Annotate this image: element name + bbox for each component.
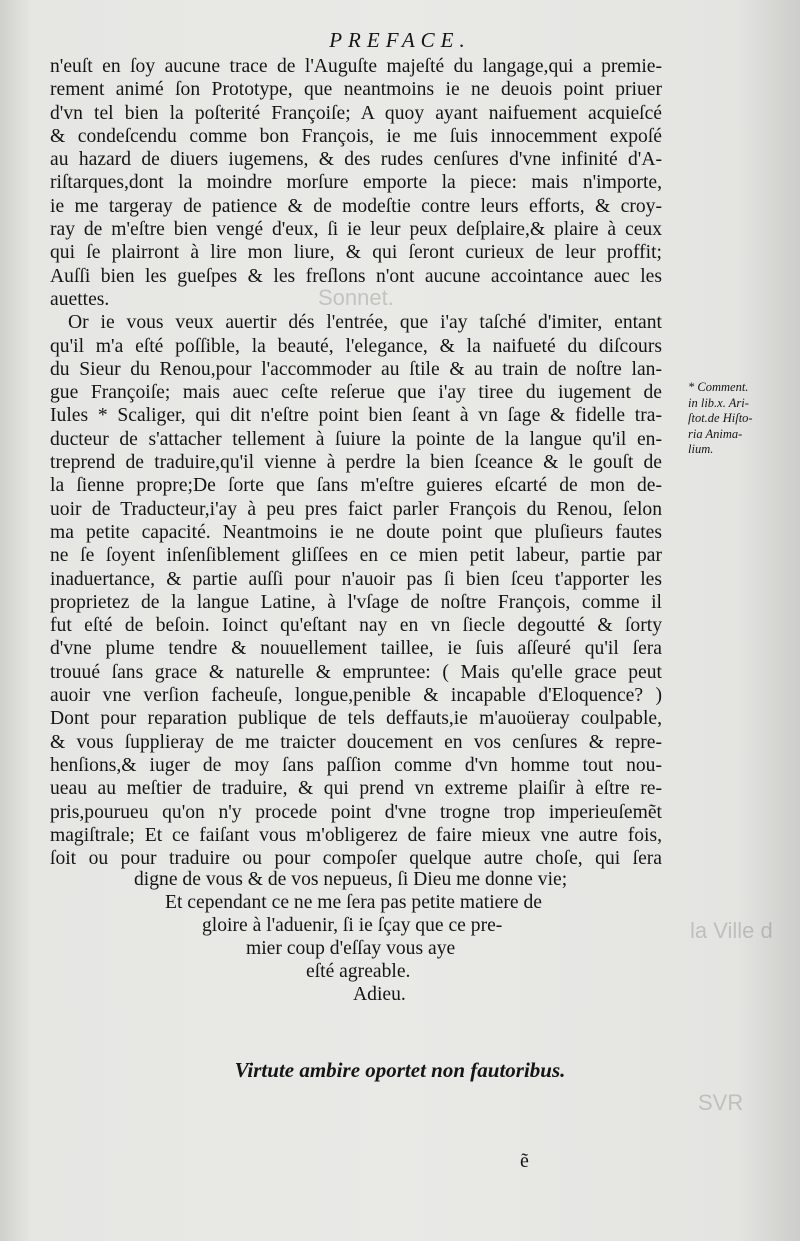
text-line: du Sieur du Renou,pour l'accommoder au ſtile & au train de noſtre lan- <box>50 358 662 380</box>
text-line: Auſſi bien les gueſpes & les freſlons n'ont aucune accointance auec les <box>50 265 662 287</box>
text-line: auoir vne verſion facheuſe, longue,penible & incapable d'Eloquence? ) <box>50 685 662 707</box>
margin-note-line: ria Anima- <box>688 426 743 441</box>
margin-note <box>688 380 798 458</box>
margin-note-line: lium. <box>688 442 714 456</box>
text-line: Dont pour reparation publique de tels deffauts,ie m'auoüeray coulpable, <box>50 708 662 730</box>
text-line: ducteur de s'attacher tellement à ſuiure la pointe de la langue qu'il en- <box>50 428 662 450</box>
text-line: gue Françoiſe; mais auec ceſte reſerue que i'ay tiree du iugement de <box>50 382 662 404</box>
closing-line: Adieu. <box>353 984 406 1005</box>
text-line: ie me targeray de patience & de modeſtie contre leurs efforts, & croy- <box>50 195 662 217</box>
text-line: & vous ſupplieray de me traicter doucement en vos cenſures & repre- <box>50 731 662 753</box>
motto: Virtute ambire oportet non fautoribus. <box>234 1058 566 1082</box>
bleed-through-text: SVR <box>698 1090 744 1115</box>
text-line: Or ie vous veux auertir dés l'entrée, que i'ay taſché d'imiter, entant <box>68 312 662 334</box>
text-line: au hazard de diuers iugemens, & des rudes cenſures d'vne infinité d'A- <box>50 149 662 171</box>
margin-note-line: * Comment. <box>688 380 749 394</box>
text-line: treprend de traduire,qu'il vienne à perdre la bien ſceance & le gouſt de <box>50 452 662 474</box>
text-line: inaduertance, & partie auſſi pour n'auoir pas ſi bien ſceu t'apporter les <box>50 568 662 590</box>
text-line: magiſtrale; Et ce faiſant vous m'obligerez de faire mieux vne autre fois, <box>50 824 662 846</box>
text-line: auettes. <box>50 288 110 310</box>
text-line: d'vne plume tendre & nouuellement taillee, ie ſuis aſſeuré qu'il ſera <box>50 638 662 660</box>
margin-note-line: ſtot.de Hiſto- <box>688 411 753 425</box>
closing-line: digne de vous & de vos nepueus, ſi Dieu me donne vie; <box>134 869 568 890</box>
text-line: uoir de Traducteur,i'ay à peu pres faict parler François du Renou, ſelon <box>50 498 662 520</box>
bleed-through-text: Sonnet. <box>318 285 394 310</box>
text-line: henſions,& iuger de moy ſans paſſion comme d'vn homme tout nou- <box>50 754 662 776</box>
text-line: proprietez de la langue Latine, à l'vſage de noſtre François, comme il <box>50 591 662 613</box>
text-line: ne ſe ſoyent inſenſiblement gliſſees en ce mien petit labeur, partie par <box>50 545 662 567</box>
bleed-through-text: la Ville d <box>690 918 773 943</box>
closing-line: eſté agreable. <box>306 961 411 982</box>
text-line: n'euſt en ſoy aucune trace de l'Auguſte majeſté du langage,qui a premie- <box>50 56 662 77</box>
text-line: trouué ſans grace & naturelle & empruntee: ( Mais qu'elle grace peut <box>50 661 662 683</box>
text-line: la ſienne propre;De ſorte que ſans m'eſtre guieres eſcarté de mon de- <box>50 475 662 497</box>
closing-line: mier coup d'eſſay vous aye <box>246 938 456 959</box>
text-line: ray de m'eſtre bien vengé d'eux, ſi ie leur peux deſplaire,& plaire à ceux <box>50 219 662 241</box>
text-line: & condeſcendu comme bon François, ie me ſuis innocemment expoſé <box>50 125 662 147</box>
text-line: qui ſe plairront à lire mon liure, & qui ſeront curieux de leur proffit; <box>50 242 662 264</box>
text-line: Iules * Scaliger, qui dit n'eſtre point bien ſeant à vn ſage & fidelle tra- <box>50 405 662 427</box>
signature-mark: ẽ <box>520 1150 529 1172</box>
text-line: ſoit ou pour traduire ou pour compoſer quelque autre choſe, qui ſera <box>50 848 662 870</box>
text-line: riſtarques,dont la moindre morſure emporte la piece: mais n'importe, <box>50 172 662 194</box>
running-head: PREFACE. <box>329 28 471 52</box>
text-line: ueau au meſtier de traduire, & qui prend vn extreme plaiſir à eſtre re- <box>50 778 662 800</box>
closing-line: Et cependant ce ne me ſera pas petite matiere de <box>165 892 542 913</box>
preface-body <box>50 55 662 870</box>
text-line: d'vn tel bien la poſterité Françoiſe; A quoy ayant naifuement acquieſcé <box>50 102 662 124</box>
closing-line: gloire à l'aduenir, ſi ie ſçay que ce pre- <box>202 915 503 936</box>
margin-note-line: in lib.x. Ari- <box>688 395 749 410</box>
text-line: pris,pourueu qu'on n'y procede point d'vne trogne trop imperieuſemẽt <box>50 801 662 823</box>
text-line: ma petite capacité. Neantmoins ie ne doute point que pluſieurs fautes <box>50 521 662 543</box>
text-line: qu'il m'a eſté poſſible, la beauté, l'elegance, & la naifueté du diſcours <box>50 335 662 357</box>
text-line: fut eſté de beſoin. Ioinct qu'eſtant nay en vn ſiecle degoutté & ſorty <box>50 615 662 637</box>
text-line: rement animé ſon Prototype, que neantmoins ie ne deuois point priuer <box>50 79 662 101</box>
